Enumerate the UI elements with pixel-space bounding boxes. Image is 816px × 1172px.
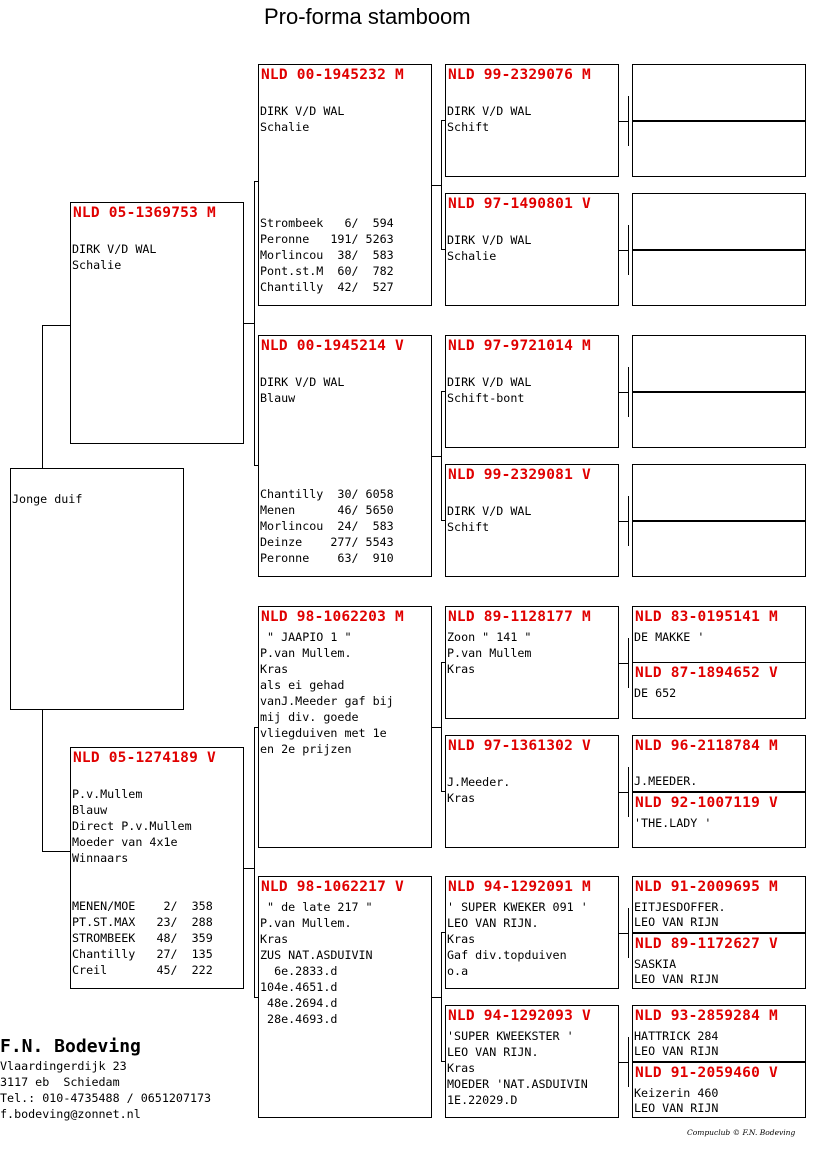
mmm-line-4: MOEDER 'NAT.ASDUIVIN xyxy=(447,1077,588,1091)
fmf-line-2: Schift-bont xyxy=(447,391,525,405)
mmm-box xyxy=(445,1005,619,1118)
mmmf-line-1: HATTRICK 284 xyxy=(634,1029,719,1043)
mmm-line-5: 1E.22029.D xyxy=(447,1093,518,1107)
mmmf-line-2: LEO VAN RIJN xyxy=(634,1044,719,1058)
fmm-line-2: Schift xyxy=(447,520,490,534)
mm-line-5: 6e.2833.d xyxy=(260,964,338,978)
connector xyxy=(619,1062,628,1063)
connector xyxy=(619,392,628,393)
connector xyxy=(42,710,43,851)
mm-line-2: P.van Mullem. xyxy=(260,916,352,930)
mfm-line-2: Kras xyxy=(447,791,476,805)
mm-line-3: Kras xyxy=(260,932,289,946)
ffm-line-1: DIRK V/D WAL xyxy=(447,233,532,247)
fmm-box xyxy=(445,464,619,577)
mf-line-8: en 2e prijzen xyxy=(260,742,352,756)
ff-line-1: DIRK V/D WAL xyxy=(260,104,345,118)
connector xyxy=(441,520,445,521)
fmf-box xyxy=(445,335,619,448)
page-title: Pro-forma stamboom xyxy=(264,4,471,29)
mother-result-1: MENEN/MOE 2/ 358 xyxy=(72,899,213,913)
connector xyxy=(254,727,255,997)
connector xyxy=(244,323,254,324)
connector xyxy=(441,249,445,250)
connector xyxy=(441,662,442,791)
mmm-line-1: 'SUPER KWEEKSTER ' xyxy=(447,1029,574,1043)
fff-box xyxy=(445,64,619,177)
connector xyxy=(619,663,628,664)
mm-box xyxy=(258,876,432,1118)
mfmf-ring: NLD 96-2118784 M xyxy=(635,738,778,754)
mmmm-ring: NLD 91-2059460 V xyxy=(635,1065,778,1081)
mmf-line-3: Kras xyxy=(447,932,476,946)
g4-empty-box-8 xyxy=(632,521,806,577)
connector xyxy=(441,662,445,663)
connector xyxy=(254,997,258,998)
ff-box xyxy=(258,64,432,306)
connector xyxy=(628,1037,629,1087)
father-line-2: Schalie xyxy=(72,258,122,272)
connector xyxy=(441,932,445,933)
connector xyxy=(628,908,629,958)
mmf-line-1: ' SUPER KWEKER 091 ' xyxy=(447,900,588,914)
owner-city: 3117 eb Schiedam xyxy=(0,1075,120,1089)
mmfm-ring: NLD 89-1172627 V xyxy=(635,936,778,952)
mother-result-5: Creil 45/ 222 xyxy=(72,963,213,977)
g4-empty-box-5 xyxy=(632,335,806,392)
mm-line-1: " de late 217 " xyxy=(260,900,373,914)
connector xyxy=(628,225,629,275)
mff-ring: NLD 89-1128177 M xyxy=(448,609,591,625)
mfff-box xyxy=(632,606,806,663)
mf-line-4: als ei gehad xyxy=(260,678,345,692)
mother-line-3: Direct P.v.Mullem xyxy=(72,819,192,833)
mf-line-5: vanJ.Meeder gaf bij xyxy=(260,694,394,708)
fm-result-3: Morlincou 24/ 583 xyxy=(260,519,394,533)
mf-line-7: vliegduiven met 1e xyxy=(260,726,387,740)
mmmm-line-1: Keizerin 460 xyxy=(634,1086,719,1100)
mmmf-ring: NLD 93-2859284 M xyxy=(635,1008,778,1024)
ffm-line-2: Schalie xyxy=(447,249,497,263)
mm-line-8: 28e.4693.d xyxy=(260,1012,338,1026)
mmf-box xyxy=(445,876,619,989)
mmf-line-5: o.a xyxy=(447,964,469,978)
g4-empty-box-6 xyxy=(632,392,806,448)
ffm-ring: NLD 97-1490801 V xyxy=(448,196,591,212)
mm-line-4: ZUS NAT.ASDUIVIN xyxy=(260,948,373,962)
mmm-line-3: Kras xyxy=(447,1061,476,1075)
fmm-line-1: DIRK V/D WAL xyxy=(447,504,532,518)
mother-result-3: STROMBEEK 48/ 359 xyxy=(72,931,213,945)
subject-label: Jonge duif xyxy=(12,492,83,506)
ff-line-2: Schalie xyxy=(260,120,310,134)
ffm-box xyxy=(445,193,619,306)
mm-ring: NLD 98-1062217 V xyxy=(261,879,404,895)
connector xyxy=(619,121,628,122)
connector xyxy=(42,325,43,468)
mf-line-3: Kras xyxy=(260,662,289,676)
mfm-line-1: J.Meeder. xyxy=(447,775,511,789)
mother-ring: NLD 05-1274189 V xyxy=(73,750,216,766)
owner-address: Vlaardingerdijk 23 xyxy=(0,1059,127,1073)
connector xyxy=(619,792,628,793)
fm-ring: NLD 00-1945214 V xyxy=(261,338,404,354)
ff-result-4: Pont.st.M 60/ 782 xyxy=(260,264,394,278)
owner-phone: Tel.: 010-4735488 / 0651207173 xyxy=(0,1091,212,1105)
ff-result-2: Peronne 191/ 5263 xyxy=(260,232,394,246)
connector xyxy=(254,181,255,465)
mm-line-7: 48e.2694.d xyxy=(260,996,338,1010)
fmm-ring: NLD 99-2329081 V xyxy=(448,467,591,483)
mfmm-line-1: 'THE.LADY ' xyxy=(634,816,712,830)
connector xyxy=(441,120,442,249)
ff-result-1: Strombeek 6/ 594 xyxy=(260,216,394,230)
mf-line-1: " JAAPIO 1 " xyxy=(260,630,352,644)
connector xyxy=(628,638,629,688)
connector xyxy=(628,767,629,817)
fm-result-2: Menen 46/ 5650 xyxy=(260,503,394,517)
g4-empty-box-7 xyxy=(632,464,806,521)
g4-empty-box-4 xyxy=(632,250,806,306)
mmff-line-2: LEO VAN RIJN xyxy=(634,915,719,929)
connector xyxy=(628,496,629,546)
mff-line-1: Zoon " 141 " xyxy=(447,630,532,644)
connector xyxy=(441,791,445,792)
mmmm-box xyxy=(632,1062,806,1118)
mfff-ring: NLD 83-0195141 M xyxy=(635,609,778,625)
connector xyxy=(254,727,258,728)
mmf-line-4: Gaf div.topduiven xyxy=(447,948,567,962)
mmff-ring: NLD 91-2009695 M xyxy=(635,879,778,895)
connector xyxy=(432,185,441,186)
connector xyxy=(254,181,258,182)
mmmm-line-2: LEO VAN RIJN xyxy=(634,1101,719,1115)
father-box xyxy=(70,202,244,444)
owner-block xyxy=(0,1036,211,1122)
connector xyxy=(254,465,258,466)
owner-email: f.bodeving@zonnet.nl xyxy=(0,1107,141,1121)
mff-line-3: Kras xyxy=(447,662,476,676)
mmfm-line-1: SASKIA xyxy=(634,957,677,971)
fmf-ring: NLD 97-9721014 M xyxy=(448,338,591,354)
fm-box xyxy=(258,335,432,577)
mother-line-4: Moeder van 4x1e xyxy=(72,835,178,849)
fm-result-1: Chantilly 30/ 6058 xyxy=(260,487,394,501)
mff-box xyxy=(445,606,619,719)
mother-line-2: Blauw xyxy=(72,803,108,817)
mmf-line-2: LEO VAN RIJN. xyxy=(447,916,539,930)
footer-credit: Compuclub © F.N. Bodeving xyxy=(687,1128,796,1137)
fm-line-1: DIRK V/D WAL xyxy=(260,375,345,389)
connector xyxy=(619,250,628,251)
mmm-ring: NLD 94-1292093 V xyxy=(448,1008,591,1024)
mf-line-2: P.van Mullem. xyxy=(260,646,352,660)
mmm-line-2: LEO VAN RIJN. xyxy=(447,1045,539,1059)
fff-ring: NLD 99-2329076 M xyxy=(448,67,591,83)
mother-box xyxy=(70,747,244,989)
mfff-line-1: DE MAKKE ' xyxy=(634,630,705,644)
fmf-line-1: DIRK V/D WAL xyxy=(447,375,532,389)
mffm-line-1: DE 652 xyxy=(634,686,677,700)
subject-box xyxy=(10,468,184,710)
father-ring: NLD 05-1369753 M xyxy=(73,205,216,221)
mfmf-box xyxy=(632,735,806,792)
connector xyxy=(432,997,441,998)
connector xyxy=(441,932,442,1061)
owner-name: F.N. Bodeving xyxy=(0,1036,141,1057)
mmf-ring: NLD 94-1292091 M xyxy=(448,879,591,895)
father-line-1: DIRK V/D WAL xyxy=(72,242,157,256)
mmff-box xyxy=(632,876,806,933)
connector xyxy=(441,391,445,392)
mf-box xyxy=(258,606,432,848)
ff-result-3: Morlincou 38/ 583 xyxy=(260,248,394,262)
mother-line-1: P.v.Mullem xyxy=(72,787,143,801)
mff-line-2: P.van Mullem xyxy=(447,646,532,660)
fm-result-4: Deinze 277/ 5543 xyxy=(260,535,394,549)
connector xyxy=(432,727,441,728)
mother-result-2: PT.ST.MAX 23/ 288 xyxy=(72,915,213,929)
fff-line-2: Schift xyxy=(447,120,490,134)
connector xyxy=(244,868,254,869)
g4-empty-box-3 xyxy=(632,193,806,250)
mf-ring: NLD 98-1062203 M xyxy=(261,609,404,625)
connector xyxy=(441,120,445,121)
ff-ring: NLD 00-1945232 M xyxy=(261,67,404,83)
mffm-box xyxy=(632,662,806,719)
mfm-ring: NLD 97-1361302 V xyxy=(448,738,591,754)
connector xyxy=(619,521,628,522)
mmfm-box xyxy=(632,933,806,989)
fff-line-1: DIRK V/D WAL xyxy=(447,104,532,118)
connector xyxy=(432,456,441,457)
connector xyxy=(42,851,70,852)
connector xyxy=(441,1061,445,1062)
mf-line-6: mij div. goede xyxy=(260,710,359,724)
connector xyxy=(619,933,628,934)
fm-result-5: Peronne 63/ 910 xyxy=(260,551,394,565)
mm-line-6: 104e.4651.d xyxy=(260,980,338,994)
mmff-line-1: EITJESDOFFER. xyxy=(634,900,726,914)
ff-result-5: Chantilly 42/ 527 xyxy=(260,280,394,294)
mfmm-box xyxy=(632,792,806,848)
connector xyxy=(441,391,442,520)
g4-empty-box-2 xyxy=(632,121,806,177)
fm-line-2: Blauw xyxy=(260,391,296,405)
g4-empty-box-1 xyxy=(632,64,806,121)
mother-line-5: Winnaars xyxy=(72,851,129,865)
mfmm-ring: NLD 92-1007119 V xyxy=(635,795,778,811)
mfmf-line-1: J.MEEDER. xyxy=(634,774,698,788)
mmfm-line-2: LEO VAN RIJN xyxy=(634,972,719,986)
connector xyxy=(42,325,70,326)
mmmf-box xyxy=(632,1005,806,1062)
mffm-ring: NLD 87-1894652 V xyxy=(635,665,778,681)
connector xyxy=(628,96,629,146)
mother-result-4: Chantilly 27/ 135 xyxy=(72,947,213,961)
mfm-box xyxy=(445,735,619,848)
connector xyxy=(628,367,629,417)
